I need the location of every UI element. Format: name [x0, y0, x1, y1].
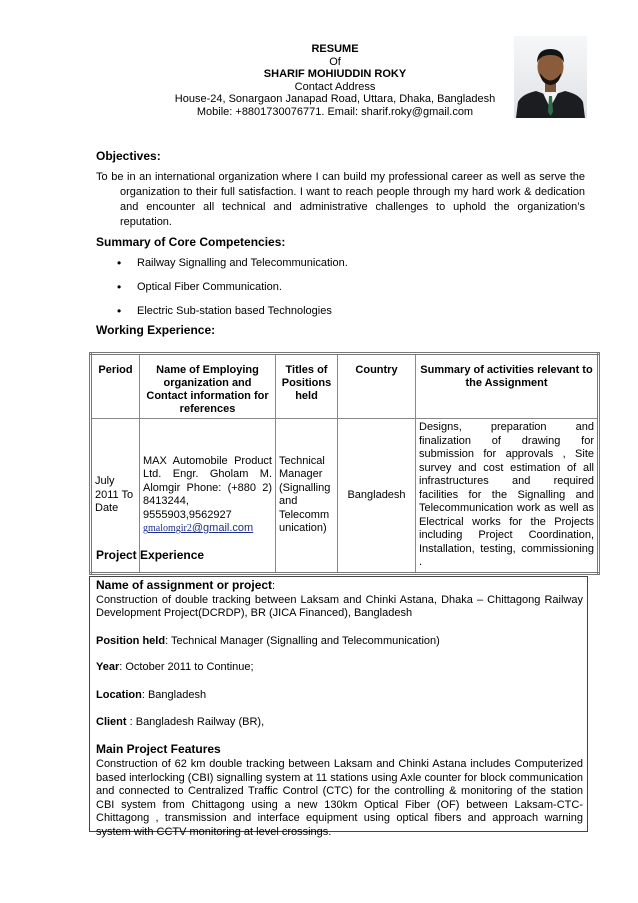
- position-value: : Technical Manager (Signalling and Telecommunication): [165, 634, 440, 647]
- resume-header: [95, 43, 575, 119]
- column-header: Titles of Positions held: [276, 354, 338, 419]
- competencies-list: [117, 256, 348, 328]
- contact-mobile-email: Mobile: +8801730076771. Email: sharif.roky@gmail.com: [196, 105, 474, 118]
- project-name-value: Construction of double tracking between Laksam and Chinki Astana, Dhaka – Chittagong Railway Development Project(DCRDP), BR (JICA Financed), Bangladesh: [96, 593, 583, 619]
- candidate-name: SHARIF MOHIUDDIN ROKY: [263, 68, 407, 81]
- project-name-label: Name of assignment or project: [96, 578, 273, 592]
- objectives-text: To be in an international organization where I can build my professional career as well as serve the organization to their full satisfaction. I want to reach people through my hard work & dedication and encounter all technical and administrative challenges to uphold the organization’s reputation.: [96, 171, 585, 228]
- year-value: : October 2011 to Continue;: [119, 661, 254, 673]
- resume-of: Of: [329, 55, 341, 68]
- client-label: Client: [96, 716, 127, 728]
- competencies-heading: Summary of Core Competencies:: [96, 235, 286, 249]
- experience-table: [89, 352, 600, 575]
- contact-address: House-24, Sonargaon Janapad Road, Uttara, Dhaka, Bangladesh: [174, 93, 496, 106]
- resume-title: RESUME: [311, 43, 359, 55]
- organization-text: MAX Automobile Product Ltd. Engr. Gholam M. Alomgir Phone: (+880 2) 8413244, 9555903,9562927: [143, 454, 272, 521]
- reference-email-domain[interactable]: @gmail.com: [191, 522, 254, 535]
- profile-photo: [514, 36, 587, 118]
- project-box: [89, 576, 588, 838]
- column-header: Summary of activities relevant to the Assignment: [416, 354, 599, 419]
- position-cell: Technical Manager (Signalling and Telecomm unication): [276, 419, 338, 574]
- location-value: : Bangladesh: [141, 688, 207, 701]
- features-heading: Main Project Features: [96, 741, 221, 756]
- table-header-row: [91, 354, 599, 419]
- country-cell: Bangladesh: [338, 419, 416, 574]
- column-header: Country: [338, 354, 416, 419]
- experience-heading: Working Experience:: [96, 323, 216, 337]
- column-header: Period: [91, 354, 140, 419]
- client-value: : Bangladesh Railway (BR),: [126, 716, 265, 728]
- year-label: Year: [96, 661, 120, 673]
- summary-cell: Designs, preparation and finalization of drawing for submission for approvals , Site survey and cost estimation of all infrastructures and required facilities for the Signalling and Telecommunication work as well as Electrical works for the Projects including Project Coordination, Installation, testing, commissioning .: [416, 419, 599, 574]
- column-header: Name of Employing organization and Contact information for references: [140, 354, 276, 419]
- project-content: Name of assignment or project: Construction of double tracking between Laksam and Chinki Astana, Dhaka – Chittagong Railway Development Project(DCRDP), BR (JICA Financed), Bangladesh Position held: Technical Manager (Signalling and Telecommunication) Year: October 2011 to Continue; Location: Bangladesh Client : Bangladesh Railway (BR), Main Project Features Construction of 62 km double tracking between Laksam and Chinki Astana includes Computerized based interlocking (CBI) signalling system at 11 stations using Axle counter for block communication and connected to Centralized Traffic Control (CTC) for the controlling & monitoring of the station CBI system from Chittagong using a new 130km Optical Fiber (OF) between Laksam-CTC-Chittagong , transmission and interface equipment using optical fibers and approach warning system with CCTV monitoring at level crossings.: [96, 578, 583, 838]
- project-heading: Project Experience: [96, 548, 205, 562]
- person-portrait-icon: [514, 36, 587, 118]
- objectives-heading: Objectives:: [96, 149, 161, 163]
- reference-email-user[interactable]: gmalomgir2: [143, 523, 192, 535]
- position-label: Position held: [96, 634, 166, 647]
- list-item: • Electric Sub-station based Technologies: [117, 304, 348, 328]
- period-cell: July 2011 To Date: [91, 419, 140, 574]
- features-text: Construction of 62 km double tracking between Laksam and Chinki Astana includes Computerized based interlocking (CBI) signalling system at 11 stations using Axle counter for block communication and connected to Centralized Traffic Control (CTC) for the controlling & monitoring of the station CBI system from Chittagong using a new 130km Optical Fiber (OF) between Laksam-CTC-Chittagong , transmission and interface equipment using optical fibers and approach warning system with CCTV monitoring at level crossings.: [96, 758, 583, 838]
- contact-label: Contact Address: [294, 80, 376, 93]
- list-item: • Optical Fiber Communication.: [117, 280, 348, 304]
- location-label: Location: [96, 688, 142, 701]
- list-item: • Railway Signalling and Telecommunication.: [117, 256, 348, 280]
